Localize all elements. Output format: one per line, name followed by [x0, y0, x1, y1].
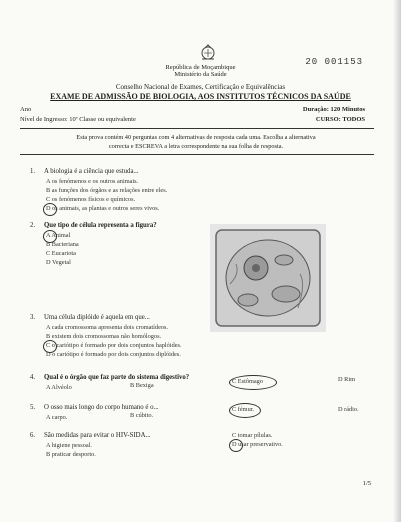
instructions	[24, 134, 368, 151]
instruction-line: Esta prova contém 40 perguntas com 4 alternativas de resposta cada uma. Escolha a alternativa	[76, 134, 316, 141]
exam-course: CURSO: TODOS	[315, 116, 365, 123]
question-number: 4.	[30, 374, 36, 381]
answer-option: C Estômago	[232, 378, 263, 385]
instruction-line: correcta e ESCREVA a letra correspondente na sua folha de resposta.	[108, 142, 284, 150]
answer-option: A os fenómenos e os outros animais.	[46, 178, 139, 185]
answer-option: A Alvéolo	[46, 384, 72, 391]
republic-name: República de Moçambique	[165, 64, 236, 71]
question-text: Que tipo de célula representa a figura?	[44, 222, 157, 229]
question-text: Uma célula diplóide é aquela em que...	[44, 314, 150, 321]
answer-option: D o cariótipo é formado por dois conjuntos diplóides.	[46, 351, 181, 358]
emblem-icon	[196, 44, 220, 62]
divider-bottom	[20, 154, 374, 155]
answer-option: D Vegetal	[46, 259, 71, 266]
question-text: A biologia é a ciência que estuda...	[44, 168, 139, 175]
question-number: 6.	[30, 432, 36, 439]
question-number: 3.	[30, 314, 36, 321]
answer-option: D os animais, as plantas e outros seres vivos.	[46, 205, 160, 212]
answer-option: B Bacteriana	[46, 241, 79, 248]
answer-option: A cada cromossoma apresenta dois cromatídeos.	[46, 324, 169, 331]
answer-option: D usar preservativo.	[232, 441, 283, 448]
document-stamp-number: 20 001153	[305, 57, 363, 67]
answer-option: C os fenómenos físicos e químicos.	[46, 196, 136, 203]
answer-option: A Animal	[46, 232, 71, 239]
scan-edge-shadow	[393, 0, 401, 522]
question-text: São medidas para evitar o HIV-SIDA...	[44, 432, 151, 439]
question-number: 2.	[30, 222, 36, 229]
year-label: Ano	[20, 106, 32, 113]
answer-option: C o cariótipo é formado por dois conjuntos haplóides.	[46, 342, 182, 349]
question-text: Qual é o órgão que faz parte do sistema digestivo?	[44, 374, 190, 381]
answer-option: A higiene pessoal.	[46, 442, 92, 449]
answer-option: D Rim	[338, 376, 355, 383]
council-name: Conselho Nacional de Exames, Certificação e Equivalências	[115, 83, 286, 91]
answer-option: B Bexiga	[130, 382, 154, 389]
question-number: 1.	[30, 168, 36, 175]
entry-level: Nível de Ingresso: 10ª Classe ou equivalente	[20, 116, 136, 123]
answer-mark-circle	[43, 203, 57, 216]
exam-title: EXAME DE ADMISSÃO DE BIOLOGIA, AOS INSTITUTOS TÉCNICOS DA SAÚDE	[50, 92, 351, 101]
answer-option: B praticar desporto.	[46, 451, 96, 458]
page-number: 1/5	[362, 480, 371, 487]
answer-option: C fémur.	[232, 406, 255, 413]
cell-diagram-image	[210, 224, 326, 332]
question-text: O osso mais longo do corpo humano é o...	[44, 404, 159, 411]
answer-mark-circle	[43, 340, 57, 353]
answer-option: B existem dois cromossomas não homólogos.	[46, 333, 162, 340]
exam-duration: Duração: 120 Minutos	[302, 106, 365, 113]
answer-mark-circle	[43, 230, 57, 243]
answer-option: B as funções dos órgãos e as relações entre eles.	[46, 187, 168, 194]
answer-mark-circle	[229, 439, 243, 452]
answer-option: C tomar pílulas.	[232, 432, 273, 439]
divider-top	[20, 128, 374, 129]
answer-mark-circle	[229, 403, 261, 418]
question-number: 5.	[30, 404, 36, 411]
answer-option: A carpo.	[46, 414, 68, 421]
answer-option: C Eucariota	[46, 250, 76, 257]
answer-mark-circle	[229, 375, 277, 390]
answer-option: D rádio.	[338, 406, 359, 413]
answer-option: B cúbito.	[130, 412, 154, 419]
ministry-name: Ministério da Saúde	[174, 71, 227, 78]
